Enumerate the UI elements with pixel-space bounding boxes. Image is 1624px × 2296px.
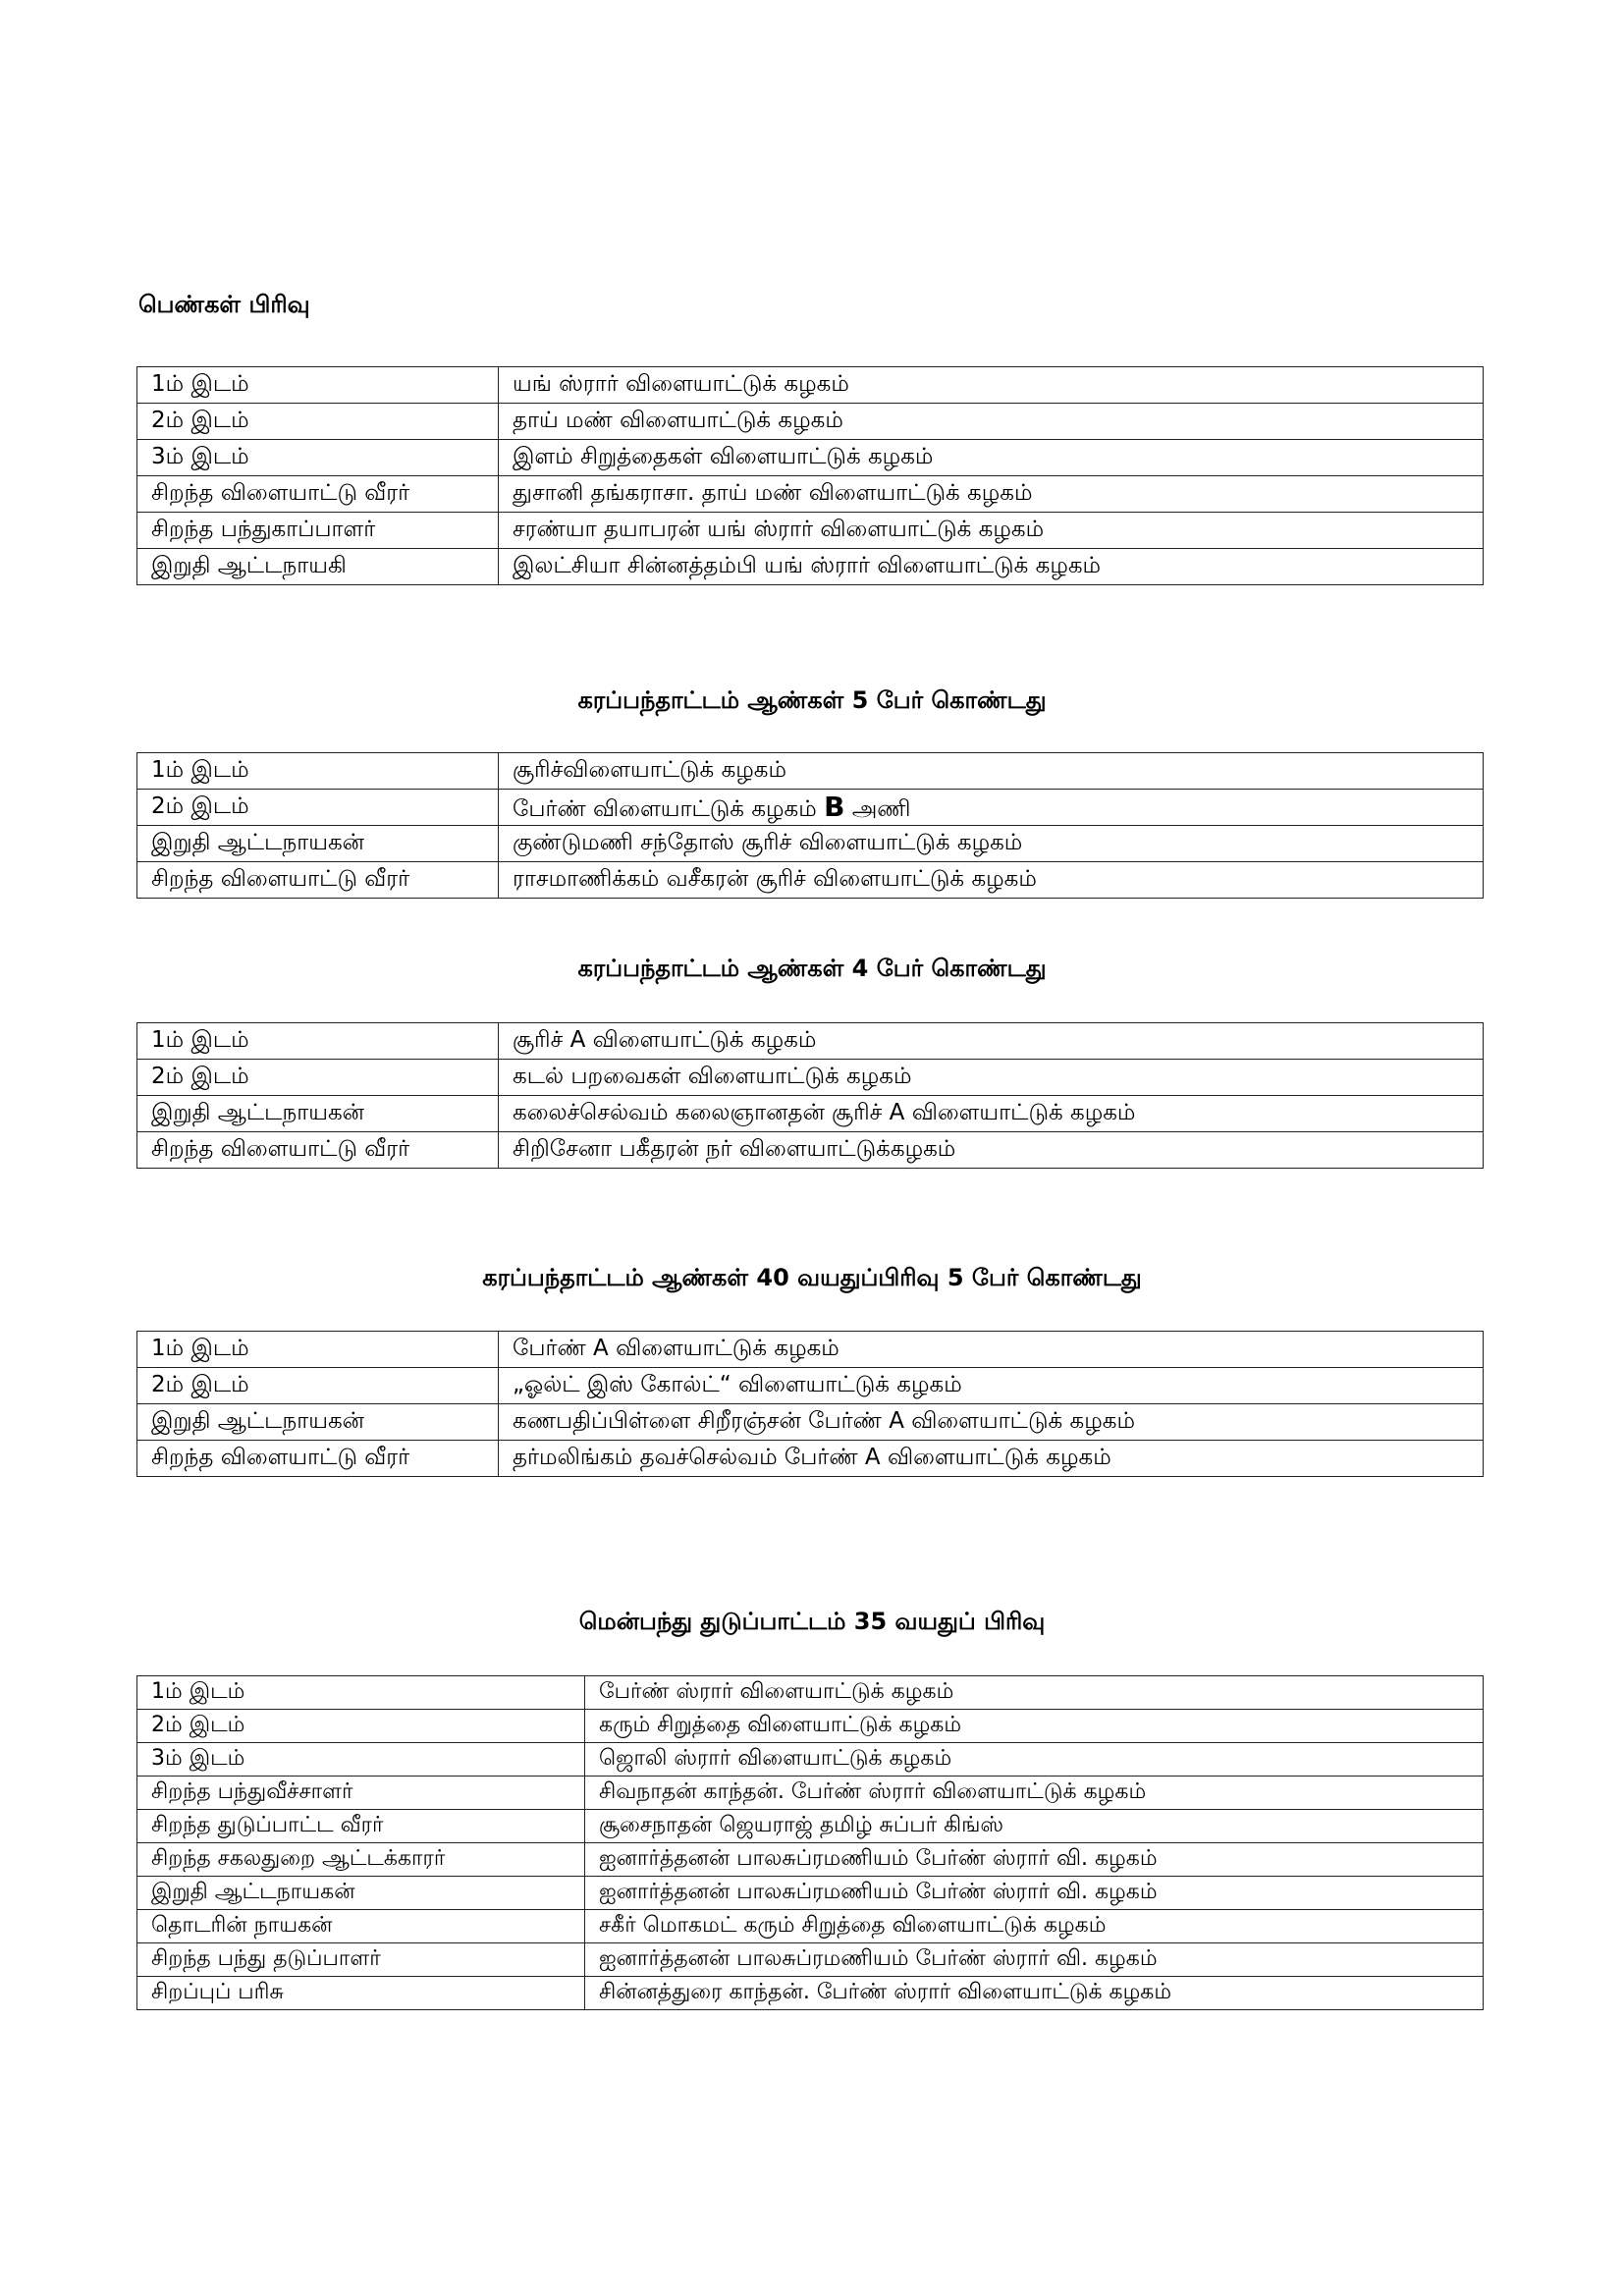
winner-cell: கரும் சிறுத்தை விளையாட்டுக் கழகம்	[585, 1710, 1484, 1743]
table-row	[137, 1023, 1484, 1060]
winner-cell: இலட்சியா சின்னத்தம்பி யங் ஸ்ரார் விளையாட்டுக் கழகம்	[499, 549, 1484, 585]
table-row	[137, 1810, 1484, 1843]
results-table-women	[136, 366, 1484, 585]
winner-cell: கணபதிப்பிள்ளை சிறீரஞ்சன் பேர்ண் A விளையாட்டுக் கழகம்	[499, 1404, 1484, 1441]
category-cell: இறுதி ஆட்டநாயகன்	[137, 1404, 499, 1441]
results-table-volleyball-5	[136, 752, 1484, 899]
results-table-volleyball-40	[136, 1331, 1484, 1477]
table-row	[137, 1943, 1484, 1977]
winner-cell: தாய் மண் விளையாட்டுக் கழகம்	[499, 404, 1484, 440]
winner-cell: இளம் சிறுத்தைகள் விளையாட்டுக் கழகம்	[499, 440, 1484, 476]
table-row	[137, 476, 1484, 513]
table-row	[137, 440, 1484, 476]
winner-cell: சூரிச் A விளையாட்டுக் கழகம்	[499, 1023, 1484, 1060]
winner-cell: கடல் பறவைகள் விளையாட்டுக் கழகம்	[499, 1060, 1484, 1096]
section-title-volleyball-4: கரப்பந்தாட்டம் ஆண்கள் 4 பேர் கொண்டது	[577, 955, 1047, 982]
table-row	[137, 1910, 1484, 1943]
winner-cell: சகீர் மொகமட் கரும் சிறுத்தை விளையாட்டுக் கழகம்	[585, 1910, 1484, 1943]
table-row	[137, 1777, 1484, 1810]
table-row	[137, 862, 1484, 899]
table-row	[137, 1368, 1484, 1404]
table-row	[137, 1710, 1484, 1743]
category-cell: 1ம் இடம்	[137, 1023, 499, 1060]
category-cell: சிறந்த விளையாட்டு வீரர்	[137, 476, 499, 513]
category-cell: இறுதி ஆட்டநாயகன்	[137, 826, 499, 862]
category-cell: சிறப்புப் பரிசு	[137, 1977, 585, 2010]
category-cell: சிறந்த சகலதுறை ஆட்டக்காரர்	[137, 1843, 585, 1877]
table-row	[137, 513, 1484, 549]
table-row	[137, 1060, 1484, 1096]
category-cell: 1ம் இடம்	[137, 1676, 585, 1710]
category-cell: 3ம் இடம்	[137, 440, 499, 476]
table-row	[137, 1843, 1484, 1877]
table-row	[137, 790, 1484, 826]
category-cell: சிறந்த துடுப்பாட்ட வீரர்	[137, 1810, 585, 1843]
winner-cell: ஐனார்த்தனன் பாலசுப்ரமணியம் பேர்ண் ஸ்ரார் வி. கழகம்	[585, 1943, 1484, 1977]
table-row	[137, 1977, 1484, 2010]
winner-cell: சூரிச்விளையாட்டுக் கழகம்	[499, 753, 1484, 790]
winner-cell: துசானி தங்கராசா. தாய் மண் விளையாட்டுக் கழகம்	[499, 476, 1484, 513]
category-cell: 2ம் இடம்	[137, 1368, 499, 1404]
category-cell: 2ம் இடம்	[137, 1710, 585, 1743]
category-cell: 1ம் இடம்	[137, 367, 499, 404]
winner-cell: சிறிசேனா பகீதரன் நர் விளையாட்டுக்கழகம்	[499, 1132, 1484, 1169]
table-row	[137, 826, 1484, 862]
winner-cell: சரண்யா தயாபரன் யங் ஸ்ரார் விளையாட்டுக் கழகம்	[499, 513, 1484, 549]
winner-cell: தர்மலிங்கம் தவச்செல்வம் பேர்ண் A விளையாட்டுக் கழகம்	[499, 1441, 1484, 1477]
winner-emphasis: B	[824, 790, 845, 823]
winner-cell: ஐனார்த்தனன் பாலசுப்ரமணியம் பேர்ண் ஸ்ரார் வி. கழகம்	[585, 1843, 1484, 1877]
category-cell: சிறந்த விளையாட்டு வீரர்	[137, 862, 499, 899]
winner-cell: பேர்ண் ஸ்ரார் விளையாட்டுக் கழகம்	[585, 1676, 1484, 1710]
table-row	[137, 1676, 1484, 1710]
winner-cell: ஐனார்த்தனன் பாலசுப்ரமணியம் பேர்ண் ஸ்ரார் வி. கழகம்	[585, 1877, 1484, 1910]
table-row	[137, 1743, 1484, 1777]
table-row	[137, 549, 1484, 585]
winner-cell: யங் ஸ்ரார் விளையாட்டுக் கழகம்	[499, 367, 1484, 404]
category-cell: சிறந்த பந்துவீச்சாளர்	[137, 1777, 585, 1810]
winner-cell: ராசமாணிக்கம் வசீகரன் சூரிச் விளையாட்டுக் கழகம்	[499, 862, 1484, 899]
table-row	[137, 1132, 1484, 1169]
winner-cell: சிவநாதன் காந்தன். பேர்ண் ஸ்ரார் விளையாட்டுக் கழகம்	[585, 1777, 1484, 1810]
category-cell: 2ம் இடம்	[137, 404, 499, 440]
section-title-volleyball-40: கரப்பந்தாட்டம் ஆண்கள் 40 வயதுப்பிரிவு 5 பேர் கொண்டது	[482, 1264, 1142, 1291]
winner-text: பேர்ண் விளையாட்டுக் கழகம்	[513, 795, 817, 822]
section-title-softball-35: மென்பந்து துடுப்பாட்டம் 35 வயதுப் பிரிவு	[578, 1608, 1046, 1635]
table-row	[137, 1404, 1484, 1441]
winner-cell	[499, 790, 1484, 826]
table-row	[137, 1096, 1484, 1132]
table-row	[137, 1332, 1484, 1368]
table-row	[137, 1441, 1484, 1477]
category-cell: இறுதி ஆட்டநாயகன்	[137, 1877, 585, 1910]
category-cell: சிறந்த பந்துகாப்பாளர்	[137, 513, 499, 549]
section-title-volleyball-5: கரப்பந்தாட்டம் ஆண்கள் 5 பேர் கொண்டது	[577, 686, 1047, 714]
category-cell: 2ம் இடம்	[137, 790, 499, 826]
category-cell: 1ம் இடம்	[137, 1332, 499, 1368]
table-row	[137, 1877, 1484, 1910]
results-table-volleyball-4	[136, 1022, 1484, 1169]
category-cell: இறுதி ஆட்டநாயகி	[137, 549, 499, 585]
winner-cell: பேர்ண் A விளையாட்டுக் கழகம்	[499, 1332, 1484, 1368]
category-cell: 2ம் இடம்	[137, 1060, 499, 1096]
category-cell: 3ம் இடம்	[137, 1743, 585, 1777]
section-title-women: பெண்கள் பிரிவு	[138, 291, 310, 318]
winner-cell: „ஓல்ட் இஸ் கோல்ட்“ விளையாட்டுக் கழகம்	[499, 1368, 1484, 1404]
table-row	[137, 367, 1484, 404]
winner-suffix: அணி	[851, 795, 911, 822]
winner-cell: கலைச்செல்வம் கலைஞானதன் சூரிச் A விளையாட்டுக் கழகம்	[499, 1096, 1484, 1132]
results-table-softball-35	[136, 1675, 1484, 2010]
category-cell: சிறந்த பந்து தடுப்பாளர்	[137, 1943, 585, 1977]
winner-cell: சின்னத்துரை காந்தன். பேர்ண் ஸ்ரார் விளையாட்டுக் கழகம்	[585, 1977, 1484, 2010]
table-row	[137, 753, 1484, 790]
category-cell: இறுதி ஆட்டநாயகன்	[137, 1096, 499, 1132]
category-cell: 1ம் இடம்	[137, 753, 499, 790]
table-row	[137, 404, 1484, 440]
winner-cell: சூசைநாதன் ஜெயராஜ் தமிழ் சுப்பர் கிங்ஸ்	[585, 1810, 1484, 1843]
winner-cell: ஜொலி ஸ்ரார் விளையாட்டுக் கழகம்	[585, 1743, 1484, 1777]
winner-cell: குண்டுமணி சந்தோஸ் சூரிச் விளையாட்டுக் கழகம்	[499, 826, 1484, 862]
category-cell: சிறந்த விளையாட்டு வீரர்	[137, 1441, 499, 1477]
category-cell: தொடரின் நாயகன்	[137, 1910, 585, 1943]
category-cell: சிறந்த விளையாட்டு வீரர்	[137, 1132, 499, 1169]
